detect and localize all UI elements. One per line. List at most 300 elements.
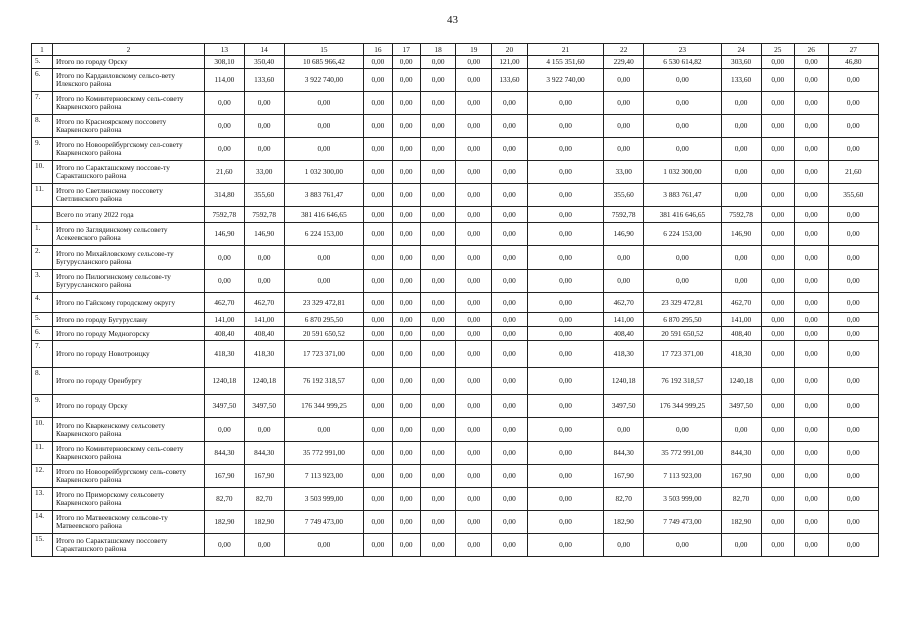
table-cell: 0,00: [284, 418, 364, 442]
table-cell: 0,00: [761, 270, 795, 293]
row-number: 9.: [32, 138, 53, 161]
table-cell: 182,90: [721, 511, 761, 534]
table-cell: 0,00: [492, 223, 528, 246]
column-header: 20: [492, 44, 528, 56]
table-cell: 844,30: [204, 442, 244, 465]
table-cell: 0,00: [364, 223, 392, 246]
table-cell: 1240,18: [204, 368, 244, 395]
table-cell: 1240,18: [604, 368, 644, 395]
column-header: 13: [204, 44, 244, 56]
table-cell: 462,70: [604, 293, 644, 313]
table-cell: 46,80: [828, 56, 878, 69]
table-cell: 0,00: [420, 56, 456, 69]
table-cell: 3497,50: [604, 395, 644, 418]
table-cell: 182,90: [244, 511, 284, 534]
table-cell: 0,00: [420, 418, 456, 442]
table-cell: 0,00: [456, 395, 492, 418]
table-cell: 0,00: [456, 313, 492, 327]
table-cell: 176 344 999,25: [284, 395, 364, 418]
table-cell: 82,70: [604, 488, 644, 511]
table-cell: 146,90: [721, 223, 761, 246]
table-cell: 6 224 153,00: [284, 223, 364, 246]
table-cell: 23 329 472,81: [644, 293, 722, 313]
table-cell: 0,00: [721, 138, 761, 161]
row-number: 4.: [32, 293, 53, 313]
table-cell: 0,00: [392, 313, 420, 327]
column-header: 27: [828, 44, 878, 56]
table-cell: 0,00: [456, 418, 492, 442]
table-cell: 0,00: [364, 161, 392, 184]
row-name: Итого по Пилюгинскому сельсове-ту Бугурусланского района: [52, 270, 204, 293]
column-header: 2: [52, 44, 204, 56]
table-cell: 0,00: [527, 327, 604, 341]
table-cell: 0,00: [364, 534, 392, 557]
table-row: [32, 488, 879, 511]
table-cell: 0,00: [420, 115, 456, 138]
table-cell: 0,00: [284, 534, 364, 557]
table-cell: 0,00: [456, 138, 492, 161]
table-cell: 0,00: [795, 223, 829, 246]
table-cell: 7 113 923,00: [284, 465, 364, 488]
table-cell: 7592,78: [604, 207, 644, 223]
table-cell: 0,00: [420, 511, 456, 534]
table-cell: 0,00: [392, 207, 420, 223]
row-name: Итого по городу Новотроицку: [52, 341, 204, 368]
column-header: 23: [644, 44, 722, 56]
table-cell: 0,00: [456, 270, 492, 293]
table-cell: 21,60: [204, 161, 244, 184]
table-cell: 308,10: [204, 56, 244, 69]
table-cell: 0,00: [527, 92, 604, 115]
table-cell: 0,00: [392, 92, 420, 115]
table-cell: 0,00: [492, 511, 528, 534]
table-cell: 0,00: [527, 442, 604, 465]
table-cell: 0,00: [456, 327, 492, 341]
table-cell: 0,00: [527, 138, 604, 161]
row-name: Итого по Саракташскому поссовету Саракташского района: [52, 534, 204, 557]
table-cell: 0,00: [420, 270, 456, 293]
table-cell: 0,00: [392, 115, 420, 138]
table-cell: 35 772 991,00: [644, 442, 722, 465]
table-cell: 0,00: [492, 368, 528, 395]
table-cell: 0,00: [795, 488, 829, 511]
column-header: 19: [456, 44, 492, 56]
table-row: [32, 465, 879, 488]
table-cell: 0,00: [795, 246, 829, 270]
table-cell: 0,00: [420, 246, 456, 270]
table-cell: 0,00: [244, 534, 284, 557]
table-cell: 0,00: [364, 368, 392, 395]
table-cell: 0,00: [795, 207, 829, 223]
row-number: 9.: [32, 395, 53, 418]
table-cell: 0,00: [456, 69, 492, 92]
page-number: 43: [447, 14, 458, 26]
table-cell: 0,00: [795, 92, 829, 115]
table-cell: 182,90: [204, 511, 244, 534]
table-cell: 3497,50: [721, 395, 761, 418]
table-cell: 0,00: [364, 465, 392, 488]
table-cell: 10 685 966,42: [284, 56, 364, 69]
table-cell: 167,90: [604, 465, 644, 488]
row-name: Итого по Михайловскому сельсове-ту Бугурусланского района: [52, 246, 204, 270]
table-cell: 314,80: [204, 184, 244, 207]
table-cell: 0,00: [392, 246, 420, 270]
table-cell: 0,00: [828, 270, 878, 293]
table-cell: 7 113 923,00: [644, 465, 722, 488]
table-cell: 0,00: [761, 115, 795, 138]
table-cell: 0,00: [527, 534, 604, 557]
row-number: 7.: [32, 341, 53, 368]
table-cell: 0,00: [761, 246, 795, 270]
table-cell: 0,00: [456, 161, 492, 184]
table-cell: 0,00: [828, 207, 878, 223]
row-number: 11.: [32, 442, 53, 465]
table-cell: 0,00: [604, 270, 644, 293]
table-cell: 0,00: [721, 161, 761, 184]
table-row: [32, 223, 879, 246]
table-cell: 462,70: [204, 293, 244, 313]
table-cell: 0,00: [456, 368, 492, 395]
table-cell: 0,00: [828, 511, 878, 534]
table-cell: 0,00: [420, 341, 456, 368]
table-cell: 0,00: [761, 207, 795, 223]
table-cell: 0,00: [761, 161, 795, 184]
header-row: [32, 44, 879, 56]
table-cell: 7592,78: [721, 207, 761, 223]
table-cell: 0,00: [456, 511, 492, 534]
table-cell: 844,30: [244, 442, 284, 465]
table-cell: 0,00: [244, 92, 284, 115]
table-cell: 0,00: [828, 246, 878, 270]
table-cell: 0,00: [456, 442, 492, 465]
table-cell: 0,00: [420, 161, 456, 184]
column-header: 25: [761, 44, 795, 56]
table-cell: 0,00: [527, 246, 604, 270]
row-name: Итого по Гайскому городскому округу: [52, 293, 204, 313]
table-cell: 3497,50: [244, 395, 284, 418]
table-cell: 0,00: [527, 161, 604, 184]
row-number: 2.: [32, 246, 53, 270]
table-cell: 0,00: [828, 534, 878, 557]
table-cell: 0,00: [456, 341, 492, 368]
table-cell: 0,00: [644, 115, 722, 138]
column-header: 17: [392, 44, 420, 56]
table-row: [32, 56, 879, 69]
row-number: 14.: [32, 511, 53, 534]
table-cell: 0,00: [492, 184, 528, 207]
table-cell: 0,00: [604, 115, 644, 138]
table-row: [32, 418, 879, 442]
table-cell: 0,00: [795, 442, 829, 465]
table-cell: 0,00: [364, 293, 392, 313]
table-cell: 0,00: [828, 313, 878, 327]
table-cell: 0,00: [364, 138, 392, 161]
row-number: 8.: [32, 368, 53, 395]
table-cell: 114,00: [204, 69, 244, 92]
table-cell: 0,00: [364, 313, 392, 327]
table-cell: 0,00: [244, 270, 284, 293]
table-cell: 0,00: [761, 534, 795, 557]
table-cell: 0,00: [420, 223, 456, 246]
table-cell: 1240,18: [244, 368, 284, 395]
table-cell: 0,00: [492, 341, 528, 368]
table-cell: 167,90: [244, 465, 284, 488]
table-cell: 0,00: [456, 465, 492, 488]
table-cell: 0,00: [795, 293, 829, 313]
table-cell: 0,00: [420, 207, 456, 223]
table-cell: 0,00: [527, 511, 604, 534]
table-cell: 0,00: [604, 246, 644, 270]
table-cell: 182,90: [604, 511, 644, 534]
table-cell: 0,00: [761, 327, 795, 341]
table-cell: 3 503 999,00: [644, 488, 722, 511]
table-cell: 0,00: [795, 395, 829, 418]
table-cell: 0,00: [527, 395, 604, 418]
column-header: 15: [284, 44, 364, 56]
table-row: [32, 246, 879, 270]
table-cell: 408,40: [604, 327, 644, 341]
table-cell: 146,90: [604, 223, 644, 246]
table-cell: 0,00: [492, 138, 528, 161]
table-cell: 6 870 295,50: [284, 313, 364, 327]
table-cell: 0,00: [456, 207, 492, 223]
table-cell: 0,00: [828, 395, 878, 418]
table-row: [32, 327, 879, 341]
table-cell: 0,00: [795, 138, 829, 161]
table-cell: 0,00: [244, 418, 284, 442]
table-cell: 0,00: [284, 92, 364, 115]
row-number: 10.: [32, 161, 53, 184]
table-cell: 0,00: [364, 207, 392, 223]
table-cell: 0,00: [828, 92, 878, 115]
row-name: Итого по Матвеевскому сельсове-ту Матвеевского района: [52, 511, 204, 534]
table-cell: 0,00: [604, 92, 644, 115]
table-cell: 0,00: [392, 161, 420, 184]
table-cell: 0,00: [795, 161, 829, 184]
table-cell: 0,00: [364, 395, 392, 418]
table-cell: 0,00: [492, 246, 528, 270]
table-cell: 0,00: [795, 69, 829, 92]
table-cell: 0,00: [392, 534, 420, 557]
table-cell: 0,00: [721, 270, 761, 293]
table-cell: 0,00: [644, 92, 722, 115]
table-cell: 1 032 300,00: [284, 161, 364, 184]
table-cell: 0,00: [364, 115, 392, 138]
table-cell: 0,00: [527, 368, 604, 395]
table-cell: 0,00: [392, 442, 420, 465]
row-number: 5.: [32, 56, 53, 69]
table-cell: 0,00: [364, 92, 392, 115]
table-cell: 0,00: [456, 184, 492, 207]
table-cell: 23 329 472,81: [284, 293, 364, 313]
table-cell: 0,00: [492, 442, 528, 465]
table-cell: 0,00: [392, 395, 420, 418]
table-cell: 17 723 371,00: [644, 341, 722, 368]
table-cell: 141,00: [604, 313, 644, 327]
table-row: [32, 270, 879, 293]
table-cell: 0,00: [284, 270, 364, 293]
table-cell: 462,70: [244, 293, 284, 313]
table-row: [32, 115, 879, 138]
table-cell: 0,00: [392, 69, 420, 92]
table-cell: 0,00: [420, 138, 456, 161]
row-name: Итого по городу Орску: [52, 56, 204, 69]
table-cell: 0,00: [364, 56, 392, 69]
table-cell: 7 749 473,00: [644, 511, 722, 534]
table-cell: 133,60: [492, 69, 528, 92]
table-cell: 0,00: [284, 138, 364, 161]
table-cell: 303,60: [721, 56, 761, 69]
row-name: Итого по Красноярскому поссовету Кваркенского района: [52, 115, 204, 138]
row-number: 8.: [32, 115, 53, 138]
table-cell: 0,00: [492, 161, 528, 184]
table-cell: 0,00: [761, 293, 795, 313]
table-cell: 4 155 351,60: [527, 56, 604, 69]
table-row: [32, 161, 879, 184]
table-cell: 0,00: [527, 418, 604, 442]
table-cell: 0,00: [456, 115, 492, 138]
table-cell: 0,00: [244, 115, 284, 138]
table-cell: 0,00: [527, 293, 604, 313]
table-cell: 0,00: [492, 313, 528, 327]
table-cell: 33,00: [604, 161, 644, 184]
table-cell: 1 032 300,00: [644, 161, 722, 184]
table-cell: 0,00: [761, 418, 795, 442]
row-name: Итого по Новоорейбургскому сель-совету Кваркенского района: [52, 465, 204, 488]
table-cell: 0,00: [795, 270, 829, 293]
table-cell: 17 723 371,00: [284, 341, 364, 368]
table-cell: 355,60: [244, 184, 284, 207]
row-name: Итого по Заглядинскому сельсовету Асекеевского района: [52, 223, 204, 246]
table-row: [32, 138, 879, 161]
table-cell: 408,40: [244, 327, 284, 341]
table-cell: 0,00: [604, 534, 644, 557]
table-cell: 0,00: [828, 488, 878, 511]
row-name: Итого по Саракташскому поссове-ту Саракташского района: [52, 161, 204, 184]
table-cell: 0,00: [456, 246, 492, 270]
table-cell: 6 224 153,00: [644, 223, 722, 246]
row-number: 6.: [32, 327, 53, 341]
table-cell: 0,00: [420, 92, 456, 115]
table-cell: 408,40: [721, 327, 761, 341]
row-number: 10.: [32, 418, 53, 442]
table-cell: 3 922 740,00: [284, 69, 364, 92]
table-cell: 0,00: [492, 115, 528, 138]
table-cell: 82,70: [244, 488, 284, 511]
row-number: [32, 207, 53, 223]
row-name: Всего по этапу 2022 года: [52, 207, 204, 223]
table-cell: 0,00: [644, 534, 722, 557]
table-cell: 0,00: [420, 293, 456, 313]
table-cell: 0,00: [721, 534, 761, 557]
column-header: 14: [244, 44, 284, 56]
table-cell: 0,00: [828, 442, 878, 465]
table-cell: 0,00: [392, 184, 420, 207]
table-cell: 0,00: [456, 56, 492, 69]
table-cell: 0,00: [761, 69, 795, 92]
table-cell: 0,00: [492, 207, 528, 223]
table-cell: 33,00: [244, 161, 284, 184]
table-row: [32, 313, 879, 327]
table-cell: 0,00: [795, 465, 829, 488]
table-row: [32, 368, 879, 395]
table-cell: 3 503 999,00: [284, 488, 364, 511]
table-cell: 0,00: [527, 488, 604, 511]
table-cell: 141,00: [204, 313, 244, 327]
column-header: 26: [795, 44, 829, 56]
table-cell: 7 749 473,00: [284, 511, 364, 534]
table-cell: 0,00: [828, 223, 878, 246]
table-cell: 0,00: [527, 270, 604, 293]
table-cell: 0,00: [828, 115, 878, 138]
table-cell: 0,00: [828, 293, 878, 313]
table-cell: 229,40: [604, 56, 644, 69]
table-cell: 0,00: [392, 368, 420, 395]
table-cell: 0,00: [761, 56, 795, 69]
table-cell: 418,30: [244, 341, 284, 368]
table-cell: 0,00: [527, 115, 604, 138]
table-cell: 0,00: [604, 138, 644, 161]
table-cell: 0,00: [761, 465, 795, 488]
table-cell: 0,00: [761, 511, 795, 534]
table-cell: 462,70: [721, 293, 761, 313]
table-row: [32, 341, 879, 368]
row-name: Итого по Светлинскому поссовету Светлинского района: [52, 184, 204, 207]
row-name: Итого по городу Медногорску: [52, 327, 204, 341]
table-cell: 0,00: [420, 395, 456, 418]
column-header: 24: [721, 44, 761, 56]
table-cell: 0,00: [721, 115, 761, 138]
table-cell: 7592,78: [244, 207, 284, 223]
table-cell: 0,00: [204, 138, 244, 161]
table-row: [32, 293, 879, 313]
column-header: 18: [420, 44, 456, 56]
table-cell: 76 192 318,57: [644, 368, 722, 395]
column-header: 21: [527, 44, 604, 56]
table-cell: 0,00: [204, 115, 244, 138]
table-cell: 0,00: [761, 313, 795, 327]
row-number: 13.: [32, 488, 53, 511]
table-cell: 0,00: [204, 246, 244, 270]
table-cell: 0,00: [644, 418, 722, 442]
table-cell: 0,00: [392, 341, 420, 368]
column-header: 1: [32, 44, 53, 56]
table-cell: 0,00: [204, 92, 244, 115]
table-cell: 76 192 318,57: [284, 368, 364, 395]
row-name: Итого по городу Бугуруслану: [52, 313, 204, 327]
table-cell: 355,60: [828, 184, 878, 207]
table-cell: 355,60: [604, 184, 644, 207]
column-header: 22: [604, 44, 644, 56]
table-cell: 0,00: [364, 246, 392, 270]
table-cell: 0,00: [392, 223, 420, 246]
table-cell: 0,00: [364, 270, 392, 293]
table-cell: 0,00: [604, 69, 644, 92]
table-cell: 0,00: [644, 270, 722, 293]
table-cell: 0,00: [284, 246, 364, 270]
table-row: [32, 395, 879, 418]
table-cell: 0,00: [527, 223, 604, 246]
table-cell: 0,00: [392, 293, 420, 313]
table-cell: 0,00: [204, 270, 244, 293]
row-number: 12.: [32, 465, 53, 488]
table-cell: 0,00: [284, 115, 364, 138]
table-cell: 0,00: [364, 488, 392, 511]
table-cell: 0,00: [492, 465, 528, 488]
table-cell: 0,00: [828, 368, 878, 395]
row-number: 5.: [32, 313, 53, 327]
table-cell: 0,00: [795, 511, 829, 534]
